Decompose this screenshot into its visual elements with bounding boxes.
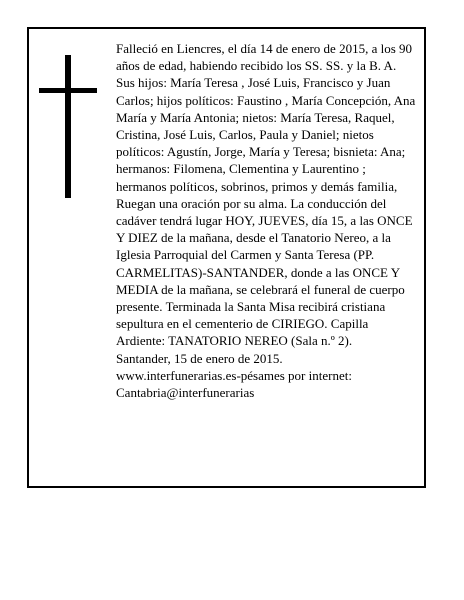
family-list: Sus hijos: María Teresa , José Luis, Francisco y Juan Carlos; hijos políticos: Faustino , María Concepción, Ana María y María Antonia; nietos: María Teresa, Raquel, Cristina, José Luis, Carlos, Paula y Daniel; nietos políticos: Agustín, Jorge, María y Teresa; bisnieta: Ana; hermanos: Filomena, Clementina y Laurentino ; hermanos políticos, sobrinos, primos y demás familia, (116, 75, 416, 194)
funeral-details: Ruegan una oración por su alma. La conducción del cadáver tendrá lugar HOY, JUEVES, día 15, a las ONCE Y DIEZ de la mañana, desde el Tanatorio Nereo, a la Iglesia Parroquial del Carmen y Santa Teresa (PP. CARMELITAS)-SANTANDER, donde a las ONCE Y MEDIA de la mañana, se celebrará el funeral de cuerpo presente. Terminada la Santa Misa recibirá cristiana sepultura en el cementerio de CIRIEGO. Capilla Ardiente: TANATORIO NEREO (Sala n.º 2). (116, 195, 413, 349)
condolences-contact: www.interfunerarias.es-pésames por internet: Cantabria@interfunerarias (116, 367, 352, 401)
death-announcement: Falleció en Liencres, el día 14 de enero de 2015, a los 90 años de edad, habiendo recibido los SS. SS. y la B. A. (116, 41, 413, 74)
cross-horizontal-bar (39, 88, 97, 93)
cross-vertical-bar (65, 55, 71, 198)
notice-text (116, 40, 416, 401)
obituary-notice (27, 27, 426, 488)
cross-icon (39, 55, 97, 198)
place-date: Santander, 15 de enero de 2015. (116, 350, 283, 366)
